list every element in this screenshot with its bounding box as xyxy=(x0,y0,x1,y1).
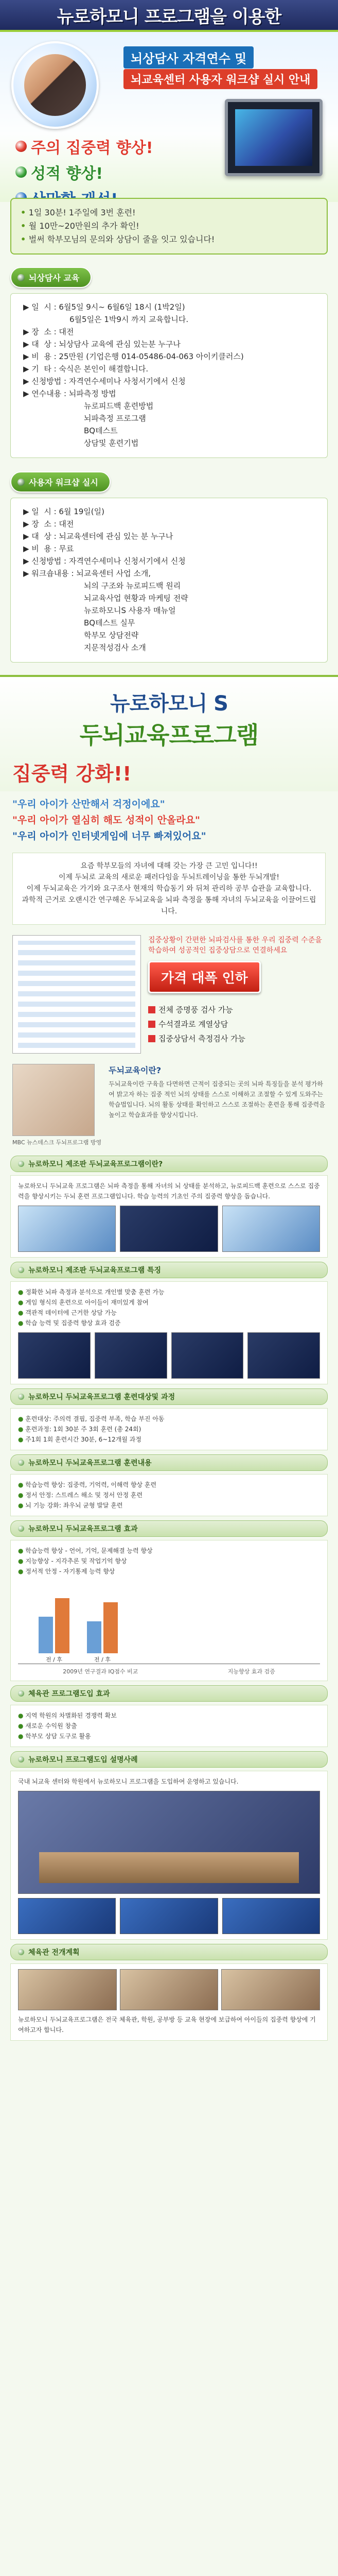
counselor-info xyxy=(10,293,328,458)
desc-line: 요즘 학부모들의 자녀에 대해 갖는 가장 큰 고민 입니다!! xyxy=(80,862,258,870)
section-item: ● 학부모 상담 도구로 활용 xyxy=(18,1731,320,1741)
section-item: ● 학습능력 향상 - 언어, 기억, 문제해결 능력 향상 xyxy=(18,1546,320,1556)
info-row xyxy=(23,387,318,400)
section-body xyxy=(10,1540,328,1681)
meeting-photo xyxy=(18,1791,320,1894)
promo-tag-2: 뇌교육센터 사용자 워크샵 실시 안내 xyxy=(123,69,317,89)
info-key: ▶ 비 용 : xyxy=(23,544,59,553)
section-item: ● 지역 학원의 차별화된 경쟁력 확보 xyxy=(18,1710,320,1721)
section-head xyxy=(10,1156,328,1172)
quote: "우리 아이가 열심히 해도 성적이 안올라요" xyxy=(12,815,200,826)
section-body xyxy=(10,1963,328,2041)
info-value: 대전 xyxy=(59,327,74,336)
program-description xyxy=(12,853,326,925)
section-body xyxy=(10,1281,328,1384)
section-dot-icon xyxy=(18,1460,24,1466)
parent-quotes xyxy=(0,791,338,848)
info-sub: 지문적성검사 소개 xyxy=(84,643,146,652)
intro-image xyxy=(222,1206,320,1252)
info-key: ▶ 신청방법 : xyxy=(23,377,69,386)
program-header xyxy=(0,675,338,791)
section-item: ● 객관적 데이터에 근거한 상담 가능 xyxy=(18,1308,320,1318)
info-row xyxy=(23,505,318,518)
section-text: 뉴로하모니 두뇌교육 프로그램은 뇌파 측정을 통해 자녀의 뇌 상태를 분석하고, 뉴로피드백 훈련으로 스스로 집중력을 향상시키는 두뇌 훈련 프로그램입니다. 학습 능력의 기초인 주의 집중력 향상을 돕습니다. xyxy=(18,1182,320,1200)
info-row xyxy=(23,555,318,567)
section-dot-icon xyxy=(18,1756,24,1762)
section-item: ● 정서 안정: 스트레스 해소 및 정서 안정 훈련 xyxy=(18,1490,320,1500)
desc-line: 과학적 근거로 오랜시간 연구해온 두뇌교육을 뇌파 측정을 통해 자녀의 두뇌교육을 이끌어드립니다. xyxy=(22,896,316,916)
mbc-media xyxy=(12,1064,101,1146)
chart-caption: 지능향상 효과 검증 xyxy=(227,1668,275,1675)
section-dot-icon xyxy=(18,1690,24,1697)
section-title: 뉴로하모니 두뇌교육프로그램 훈련내용 xyxy=(28,1459,152,1467)
info-value: 무료 xyxy=(59,544,74,553)
info-key: ▶ 대 상 : xyxy=(23,340,59,349)
intro-image xyxy=(18,1206,116,1252)
info-key: ▶ 대 상 : xyxy=(23,532,59,541)
section-body xyxy=(10,1705,328,1747)
info-value: 대전 xyxy=(59,519,74,529)
chart-bar-label: 전 / 후 xyxy=(46,1656,62,1663)
chart-bar xyxy=(87,1621,101,1653)
pill-dot-icon xyxy=(17,479,25,486)
info-value: 자격연수세미나 신청서기에서 신청 xyxy=(68,556,186,566)
info-value: 6월5일 9시~ 6월6일 18시 (1박2일) xyxy=(59,302,185,312)
feature-block xyxy=(0,930,338,1059)
workshop-pill-label: 사용자 워크샵 실시 xyxy=(29,478,98,487)
info-key: ▶ 장 소 : xyxy=(23,327,59,336)
info-row xyxy=(23,326,318,338)
info-row xyxy=(23,301,318,313)
info-value: 자격연수세미나 사청서기에서 신청 xyxy=(68,377,186,386)
section-item: ● 정서적 안정 - 자기통제 능력 향상 xyxy=(18,1566,320,1577)
report-image xyxy=(12,935,141,1054)
info-key: ▶ 신청방법 : xyxy=(23,556,69,566)
chart-group xyxy=(87,1602,118,1664)
info-key: ▶ 일 시 : xyxy=(23,302,59,312)
info-key: ▶ 비 용 : xyxy=(23,352,59,361)
chart-bar xyxy=(55,1598,69,1653)
info-key: ▶ 워크숍내용 : xyxy=(23,569,77,578)
banner-image xyxy=(120,1898,218,1934)
section-item: ● 학습능력 향상: 집중력, 기억력, 이해력 향상 훈련 xyxy=(18,1480,320,1490)
banner-image xyxy=(18,1898,116,1934)
counselor-section xyxy=(0,259,338,463)
chart-group xyxy=(39,1598,69,1664)
desc-line: 이제 두뇌로 교육의 새로운 패러다임을 두뇌트레이닝을 통한 두뇌개발! xyxy=(59,873,279,882)
section-title: 뉴로하모니 제조판 두뇌교육프로그램이란? xyxy=(28,1160,163,1168)
banner-row xyxy=(18,1898,320,1934)
history-image xyxy=(18,1969,117,2010)
counselor-pill-label: 뇌상담사 교육 xyxy=(29,273,80,283)
section-dot-icon xyxy=(18,1526,24,1532)
check-icon xyxy=(148,1021,155,1028)
section-head xyxy=(10,1520,328,1537)
effect-chart xyxy=(18,1582,320,1664)
info-key xyxy=(23,313,69,326)
info-value: 25만원 (기업은행 014-05486-04-063 아이키클러스) xyxy=(59,352,244,361)
benefit-text: 성적 향상! xyxy=(31,165,103,183)
section-item: ● 훈련과정: 1회 30분 주 3회 훈련 (총 24회) xyxy=(18,1424,320,1434)
mbc-caption: MBC 뉴스데스크 두뇌프로그램 방영 xyxy=(12,1139,102,1146)
counselor-portrait xyxy=(24,54,86,116)
notice-line: • 1일 30분! 1주일에 3번 훈련! xyxy=(21,206,317,219)
info-row xyxy=(23,363,318,375)
notice-line: • 벌써 학부모님의 문의와 상담이 줄을 잇고 있습니다! xyxy=(21,233,317,246)
section-support xyxy=(10,1685,328,1747)
section-head xyxy=(10,1944,328,1960)
chart-bar xyxy=(103,1602,118,1653)
program-title-1: 뉴로하모니 S xyxy=(110,692,228,716)
section-item: ● 훈련대상: 주의력 결핍, 집중력 부족, 학습 부진 아동 xyxy=(18,1414,320,1424)
chart-caption: 2009년 연구결과 IQ점수 비교 xyxy=(63,1668,138,1675)
benefit-text: 주의 집중력 향상! xyxy=(31,139,153,157)
feature-right xyxy=(148,935,326,1054)
workshop-section xyxy=(0,463,338,668)
workshop-info xyxy=(10,498,328,663)
mbc-body: 두뇌교육이란 구육을 다면하면 근적이 집중되는 곳의 뇌파 특징들을 분석 평가하여 밝고자 하는 집중 적인 뇌의 상태를 스스로 이해하고 조절할 수 있게 도와주는 학습법입니다. 뇌의 활동 상태를 확인하고 스스로 조절하는 훈련을 통해 집중력을 높이고 학습효과를 향상시킵니다. xyxy=(109,1080,325,1118)
section-head xyxy=(10,1262,328,1278)
section-item: ● 정확한 뇌파 측정과 분석으로 개인별 맞춤 훈련 가능 xyxy=(18,1287,320,1297)
notice-box xyxy=(10,198,328,255)
section-item: ● 뇌 기능 강화: 좌우뇌 균형 발달 훈련 xyxy=(18,1500,320,1511)
info-sub: 뉴로피드백 훈련방법 xyxy=(84,401,154,411)
program-highlight: 집중력 강화!! xyxy=(12,762,132,785)
check-text: 전체 증명풍 검사 가능 xyxy=(158,1005,233,1014)
price-cut-button[interactable]: 가격 대폭 인하 xyxy=(148,961,261,993)
info-sub: 뇌교육사업 현황과 마케팅 전략 xyxy=(84,594,188,603)
notice-line: • 월 10만~20만원의 추가 확인! xyxy=(21,219,317,233)
info-value: 뇌교육센터 사업 소개, xyxy=(76,569,151,578)
mbc-block xyxy=(0,1059,338,1151)
bullet-icon xyxy=(15,141,27,152)
chart-bar xyxy=(39,1617,53,1654)
section-dot-icon xyxy=(18,1949,24,1955)
section-body xyxy=(10,1175,328,1258)
info-value: 뇌파측정 방법 xyxy=(68,389,116,398)
section-text: 뉴로하모니 두뇌교육프로그램은 전국 체육관, 학원, 공부방 등 교육 현장에 보급하여 아이들의 집중력 향상에 기여하고자 합니다. xyxy=(18,2016,316,2033)
desc-line: 이제 두뇌교육은 가기와 요구조사 현재의 학습동기 와 뒤쳐 관리하 공부 습관을 교육합니다. xyxy=(26,885,312,893)
check-item xyxy=(148,1031,326,1046)
check-text: 수석결과로 계열상담 xyxy=(158,1020,228,1029)
info-sub: 뇌파측정 프로그램 xyxy=(84,414,146,423)
section-dot-icon xyxy=(18,1394,24,1400)
section-title: 뉴로하모니 두뇌교육프로그램 효과 xyxy=(28,1525,138,1533)
header-banner xyxy=(0,0,338,32)
monitor-image xyxy=(225,99,323,176)
feature-image xyxy=(247,1332,320,1379)
info-row xyxy=(23,313,318,326)
quote: "우리 아이가 인터넷게임에 너무 빠져있어요" xyxy=(12,831,206,842)
info-row xyxy=(23,530,318,543)
mbc-heading: 두뇌교육이란? xyxy=(109,1065,162,1075)
section-features xyxy=(10,1262,328,1384)
promo-banner xyxy=(0,32,338,202)
history-image xyxy=(221,1969,320,2010)
counselor-pill xyxy=(10,267,92,288)
section-body xyxy=(10,1771,328,1940)
intro-images xyxy=(18,1206,320,1252)
check-item xyxy=(148,1003,326,1017)
section-item: ● 지능향상 - 지각추론 및 작업기억 향상 xyxy=(18,1556,320,1566)
info-row xyxy=(23,350,318,363)
section-item: ● 주1회 1회 훈련시간 30분, 6~12개월 과정 xyxy=(18,1434,320,1445)
intro-image xyxy=(120,1206,218,1252)
info-row xyxy=(23,518,318,530)
benefit-item xyxy=(15,135,153,158)
section-head xyxy=(10,1685,328,1702)
history-gallery xyxy=(18,1969,320,2010)
check-item xyxy=(148,1017,326,1031)
history-image xyxy=(120,1969,219,2010)
info-value: 뇌상담사 교육에 관심 있는분 누구나 xyxy=(59,340,181,349)
info-sub: 상담및 훈련기법 xyxy=(84,438,139,448)
section-head xyxy=(10,1751,328,1768)
check-icon xyxy=(148,1035,155,1042)
info-sub: BQ테스트 실무 xyxy=(84,618,135,628)
section-item: ● 학습 능력 및 집중력 향상 효과 검증 xyxy=(18,1318,320,1328)
info-row xyxy=(23,543,318,555)
header-title: 뉴로하모니 프로그램을 이용한 xyxy=(57,6,281,27)
section-title: 뉴로하모니 프로그램도입 설명사례 xyxy=(28,1756,138,1764)
mbc-text xyxy=(109,1064,326,1146)
counselor-photo xyxy=(11,41,99,129)
info-key: ▶ 장 소 : xyxy=(23,519,59,529)
info-value: 숙식은 본인이 해결합니다. xyxy=(59,364,149,374)
feature-image xyxy=(95,1332,167,1379)
section-title: 뉴로하모니 제조판 두뇌교육프로그램 특징 xyxy=(28,1266,162,1275)
info-key: ▶ 연수내용 : xyxy=(23,389,69,398)
info-key: ▶ 기 타 : xyxy=(23,364,59,374)
section-head xyxy=(10,1388,328,1405)
check-text: 집중상담서 측정검사 가능 xyxy=(158,1034,245,1043)
section-body xyxy=(10,1474,328,1516)
workshop-pill xyxy=(10,471,111,493)
pill-dot-icon xyxy=(17,274,25,281)
quote: "우리 아이가 산만해서 걱정이에요" xyxy=(12,799,165,810)
section-dot-icon xyxy=(18,1267,24,1273)
feature-image xyxy=(18,1332,91,1379)
info-row xyxy=(23,375,318,387)
info-row xyxy=(23,567,318,580)
section-text: 국내 뇌교육 센터와 학원에서 뉴로하모니 프로그램을 도입하여 운영하고 있습니다. xyxy=(18,1778,239,1785)
info-key: ▶ 일 시 : xyxy=(23,507,59,516)
chart-captions xyxy=(18,1667,320,1675)
section-item: ● 새로운 수익원 창출 xyxy=(18,1721,320,1731)
info-sub: 뉴로하모니S 사용자 매뉴얼 xyxy=(84,606,176,615)
section-title: 뉴로하모니 두뇌교육프로그램 훈련대상및 과정 xyxy=(28,1393,175,1401)
check-icon xyxy=(148,1006,155,1013)
info-sub: 학부모 상담전략 xyxy=(84,631,139,640)
mbc-image xyxy=(12,1064,95,1136)
promo-tag-1: 뇌상담사 자격연수 및 xyxy=(123,46,254,69)
benefit-item xyxy=(15,161,153,183)
program-title-2: 두뇌교육프로그램 xyxy=(79,721,259,749)
feature-note: 집중상황이 간편한 뇌파검사를 통한 우리 집중력 수준을 학습하여 성공적인 집중상담으로 연결하세요 xyxy=(148,936,322,955)
section-meeting xyxy=(10,1751,328,1940)
info-value: 6월5일은 1박9시 까지 교육합니다. xyxy=(69,315,189,324)
info-value: 6월 19일(일) xyxy=(59,507,104,516)
section-body xyxy=(10,1408,328,1450)
section-dot-icon xyxy=(18,1161,24,1167)
banner-image xyxy=(222,1898,320,1934)
feature-image xyxy=(171,1332,244,1379)
section-content xyxy=(10,1454,328,1516)
section-title: 체육관 프로그램도입 효과 xyxy=(28,1690,110,1698)
bullet-icon xyxy=(15,166,27,178)
section-effect xyxy=(10,1520,328,1681)
section-title: 체육관 전개계획 xyxy=(28,1948,80,1957)
info-sub: BQ테스트 xyxy=(84,426,118,435)
info-row xyxy=(23,338,318,350)
info-value: 뇌교육센터에 관심 있는 분 누구나 xyxy=(59,532,173,541)
feature-images xyxy=(18,1332,320,1379)
section-item: ● 게임 형식의 훈련으로 아이들이 재미있게 참여 xyxy=(18,1297,320,1308)
section-target xyxy=(10,1388,328,1450)
section-history xyxy=(10,1944,328,2041)
section-head xyxy=(10,1454,328,1471)
section-intro xyxy=(10,1156,328,1258)
info-sub: 뇌의 구조와 뉴로피드백 원리 xyxy=(84,581,181,590)
chart-bar-label: 전 / 후 xyxy=(94,1656,111,1663)
